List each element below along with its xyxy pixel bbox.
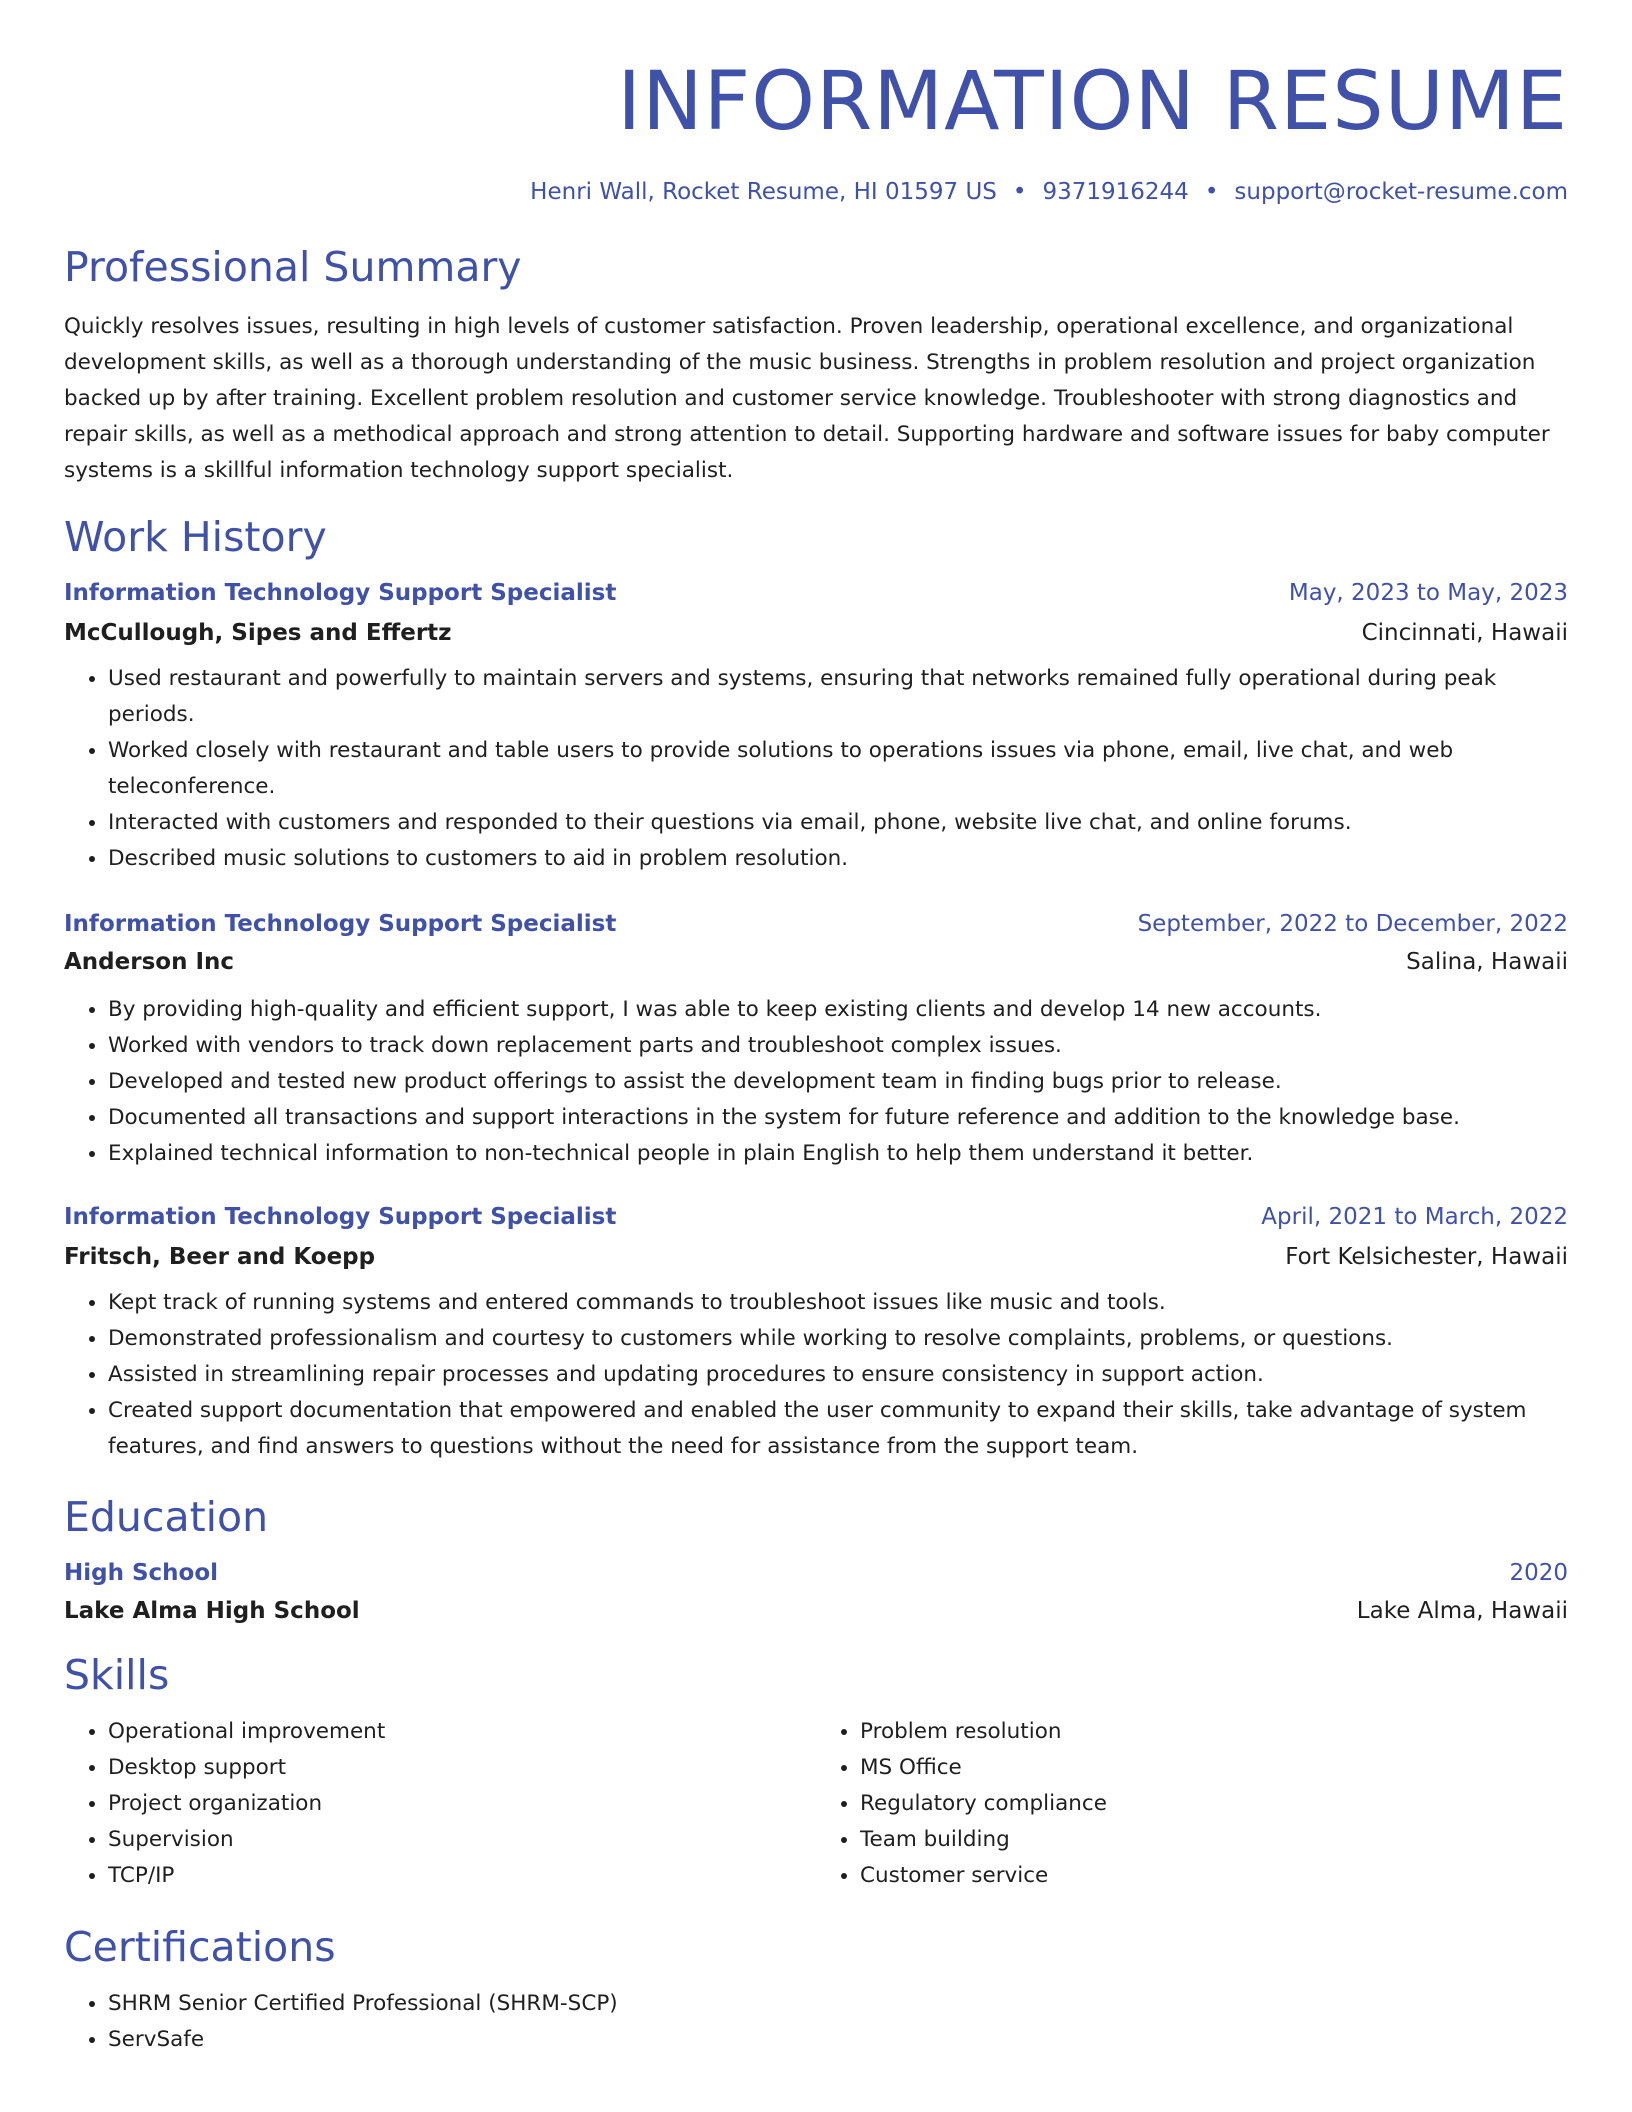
job-company: Anderson Inc [64,949,235,975]
contact-email: support@rocket-resume.com [1234,179,1568,205]
education-location: Lake Alma, Hawaii [1356,1598,1568,1624]
education-school-row [64,1600,1568,1623]
list-item: • Used restaurant and powerfully to maintain servers and systems, ensuring that networks remained fully operational during peak periods. [108,661,1568,733]
summary-heading: Professional Summary [64,243,522,291]
job-company: McCullough, Sipes and Effertz [64,620,452,646]
skills-grid [64,1714,1568,1894]
list-item: • Desktop support [108,1750,816,1786]
skills-list-left [64,1714,816,1894]
job-location: Fort Kelsichester, Hawaii [1285,1244,1568,1270]
job-company-row [64,1246,1568,1269]
education-header-row [64,1562,1568,1585]
job-entry [64,1206,1568,1465]
education-heading: Education [64,1493,269,1541]
list-item: • SHRM Senior Certified Professional (SHRM-SCP) [108,1986,1568,2022]
job-title: Information Technology Support Specialist [64,1204,617,1230]
list-item: • Demonstrated professionalism and courtesy to customers while working to resolve complaints, problems, or questions. [108,1321,1568,1357]
certifications-heading: Certifications [64,1923,336,1971]
job-header-row [64,913,1568,936]
job-entry [64,582,1568,877]
list-item: • Described music solutions to customers to aid in problem resolution. [108,841,1568,877]
contact-line [64,181,1568,204]
list-item: • Regulatory compliance [860,1786,1568,1822]
list-item: • Operational improvement [108,1714,816,1750]
job-location: Cincinnati, Hawaii [1361,620,1568,646]
job-company: Fritsch, Beer and Koepp [64,1244,376,1270]
job-bullets [64,1285,1568,1465]
list-item: • Worked with vendors to track down replacement parts and troubleshoot complex issues. [108,1028,1568,1064]
job-bullets [64,661,1568,877]
job-location: Salina, Hawaii [1406,949,1568,975]
list-item: • By providing high-quality and efficient support, I was able to keep existing clients and develop 14 new accounts. [108,992,1568,1028]
list-item: • Created support documentation that empowered and enabled the user community to expand their skills, take advantage of system features, and find answers to questions without the need for assistance from the support team. [108,1393,1568,1465]
certifications-list [64,1986,1568,2058]
job-dates: May, 2023 to May, 2023 [1288,580,1568,606]
job-title: Information Technology Support Specialist [64,911,617,937]
job-company-row [64,622,1568,645]
list-item: • Customer service [860,1858,1568,1894]
list-item: • Assisted in streamlining repair processes and updating procedures to ensure consistency in support action. [108,1357,1568,1393]
job-header-row [64,582,1568,605]
contact-phone: 9371916244 [1042,179,1189,205]
job-header-row [64,1206,1568,1229]
contact-address: Henri Wall, Rocket Resume, HI 01597 US [530,179,997,205]
list-item: • Kept track of running systems and entered commands to troubleshoot issues like music and tools. [108,1285,1568,1321]
list-item: • Explained technical information to non-technical people in plain English to help them understand it better. [108,1136,1568,1172]
list-item: • Interacted with customers and responded to their questions via email, phone, website live chat, and online forums. [108,805,1568,841]
job-title: Information Technology Support Specialist [64,580,617,606]
contact-separator: • [1204,179,1219,205]
skills-list-right [816,1714,1568,1894]
job-entry [64,913,1568,1172]
list-item: • Worked closely with restaurant and table users to provide solutions to operations issues via phone, email, live chat, and web teleconference. [108,733,1568,805]
list-item: • Supervision [108,1822,816,1858]
education-degree: High School [64,1560,219,1586]
list-item: • Developed and tested new product offerings to assist the development team in finding bugs prior to release. [108,1064,1568,1100]
job-bullets [64,992,1568,1172]
contact-separator: • [1012,179,1027,205]
education-entry [64,1562,1568,1623]
resume-title: INFORMATION RESUME [617,55,1568,149]
education-year: 2020 [1509,1560,1568,1586]
list-item: • Problem resolution [860,1714,1568,1750]
list-item: • TCP/IP [108,1858,816,1894]
list-item: • MS Office [860,1750,1568,1786]
list-item: • Team building [860,1822,1568,1858]
education-school: Lake Alma High School [64,1598,360,1624]
skills-heading: Skills [64,1651,170,1699]
list-item: • Project organization [108,1786,816,1822]
list-item: • Documented all transactions and support interactions in the system for future reference and addition to the knowledge base. [108,1100,1568,1136]
summary-text: Quickly resolves issues, resulting in high levels of customer satisfaction. Proven leadership, operational excellence, and organizational development skills, as well as a thorough understanding of the music business. Strengths in problem resolution and project organization backed up by after training. Excellent problem resolution and customer service knowledge. Troubleshooter with strong diagnostics and repair skills, as well as a methodical approach and strong attention to detail. Supporting hardware and software issues for baby computer systems is a skillful information technology support specialist. [64,314,1550,483]
work-history-heading: Work History [64,513,327,561]
job-dates: April, 2021 to March, 2022 [1261,1204,1568,1230]
list-item: • ServSafe [108,2022,1568,2058]
job-company-row [64,951,1568,974]
job-dates: September, 2022 to December, 2022 [1137,911,1568,937]
